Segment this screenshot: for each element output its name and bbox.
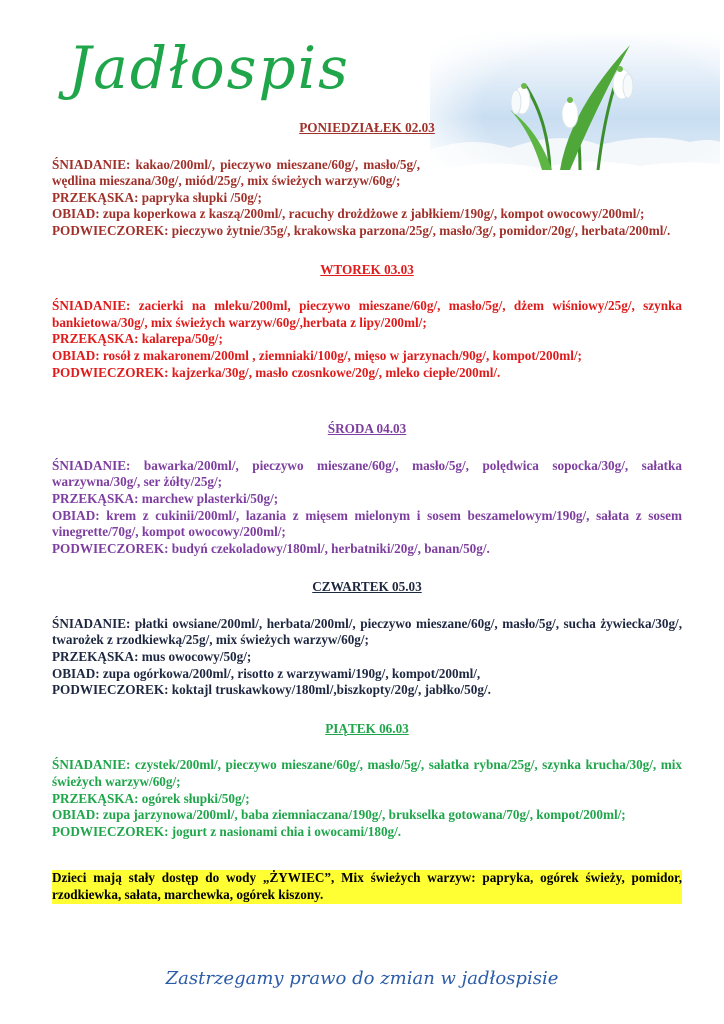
afternoon-snack-text: PODWIECZOREK: budyń czekoladowy/180ml/, herbatniki/20g/, banan/50g/. bbox=[52, 540, 490, 556]
lunch-text: OBIAD: krem z cukinii/200ml/, lazania z mięsem mielonym i sosem beszamelowym/190g/, sałata z sosem vinegrette/70g/, kompot owocowy/200ml/; bbox=[52, 507, 682, 540]
snack-text: PRZEKĄSKA: kalarepa/50g/; bbox=[52, 331, 223, 347]
menu-content bbox=[52, 120, 682, 904]
day-friday bbox=[52, 721, 682, 841]
day-wednesday bbox=[52, 421, 682, 557]
snack-text: PRZEKĄSKA: papryka słupki /50g/; bbox=[52, 189, 262, 205]
breakfast-text: ŚNIADANIE: płatki owsiane/200ml/, herbata/200ml/, pieczywo mieszane/60g/, masło/5g/, sucha żywiecka/30g/, twarożek z rzodkiewką/25g/, mix świeżych warzyw/60g/; bbox=[52, 615, 682, 648]
afternoon-snack-text: PODWIECZOREK: kajzerka/30g/, masło czosnkowe/20g/, mleko ciepłe/200ml/. bbox=[52, 364, 501, 380]
lunch-text: OBIAD: rosół z makaronem/200ml , ziemniaki/100g/, mięso w jarzynach/90g/, kompot/200ml/; bbox=[52, 347, 582, 363]
breakfast-text: ŚNIADANIE: czystek/200ml/, pieczywo mieszane/60g/, masło/5g/, sałatka rybna/25g/, szynka krucha/30g/, mix świeżych warzyw/60g/; bbox=[52, 757, 682, 790]
afternoon-snack-text: PODWIECZOREK: pieczywo żytnie/35g/, krakowska parzona/25g/, masło/3g/, pomidor/20g/, herbata/200ml/. bbox=[52, 222, 671, 238]
day-heading: WTOREK 03.03 bbox=[320, 261, 414, 277]
day-heading: ŚRODA 04.03 bbox=[327, 421, 407, 437]
footer-disclaimer: Zastrzegamy prawo do zmian w jadłospisie bbox=[165, 968, 559, 989]
breakfast-text: ŚNIADANIE: zacierki na mleku/200ml, pieczywo mieszane/60g/, masło/5g/, dżem wiśniowy/25g/, szynka bankietowa/30g/, mix świeżych warzyw/60g/,herbata z lipy/200ml/; bbox=[52, 298, 682, 330]
lunch-text: OBIAD: zupa jarzynowa/200ml/, baba ziemniaczana/190g/, brukselka gotowana/70g/, kompot/200ml/; bbox=[52, 807, 626, 823]
snack-text: PRZEKĄSKA: ogórek słupki/50g/; bbox=[52, 790, 250, 806]
snack-text: PRZEKĄSKA: mus owocowy/50g/; bbox=[52, 649, 252, 665]
day-heading: PIĄTEK 06.03 bbox=[325, 720, 409, 736]
lunch-text: OBIAD: zupa koperkowa z kaszą/200ml/, racuchy drożdżowe z jabłkiem/190g/, kompot owocowy/200ml/; bbox=[52, 206, 645, 222]
afternoon-snack-text: PODWIECZOREK: koktajl truskawkowy/180ml/,biszkopty/20g/, jabłko/50g/. bbox=[52, 682, 491, 698]
snack-text: PRZEKĄSKA: marchew plasterki/50g/; bbox=[52, 490, 279, 506]
day-monday bbox=[52, 120, 682, 240]
water-note: Dzieci mają stały dostęp do wody „ŻYWIEC”, Mix świeżych warzyw: papryka, ogórek świeży, pomidor, rzodkiewka, sałata, marchewka, ogórek kiszony. bbox=[52, 870, 682, 902]
breakfast-text: ŚNIADANIE: kakao/200ml/, pieczywo mieszane/60g/, masło/5g/, wędlina mieszana/30g/, miód/25g/, mix świeżych warzyw/60g/; bbox=[52, 156, 420, 189]
afternoon-snack-text: PODWIECZOREK: jogurt z nasionami chia i owocami/180g/. bbox=[52, 823, 402, 839]
day-heading: PONIEDZIAŁEK 02.03 bbox=[299, 120, 435, 135]
page-title: Jadłospis bbox=[68, 34, 350, 102]
day-tuesday bbox=[52, 262, 682, 382]
breakfast-text: ŚNIADANIE: bawarka/200ml/, pieczywo mieszane/60g/, masło/5g/, polędwica sopocka/30g/, sałatka warzywna/30g/, ser żółty/25g/; bbox=[52, 457, 682, 490]
day-heading: CZWARTEK 05.03 bbox=[312, 579, 422, 595]
day-thursday bbox=[52, 579, 682, 699]
lunch-text: OBIAD: zupa ogórkowa/200ml/, risotto z warzywami/190g/, kompot/200ml/, bbox=[52, 665, 481, 681]
